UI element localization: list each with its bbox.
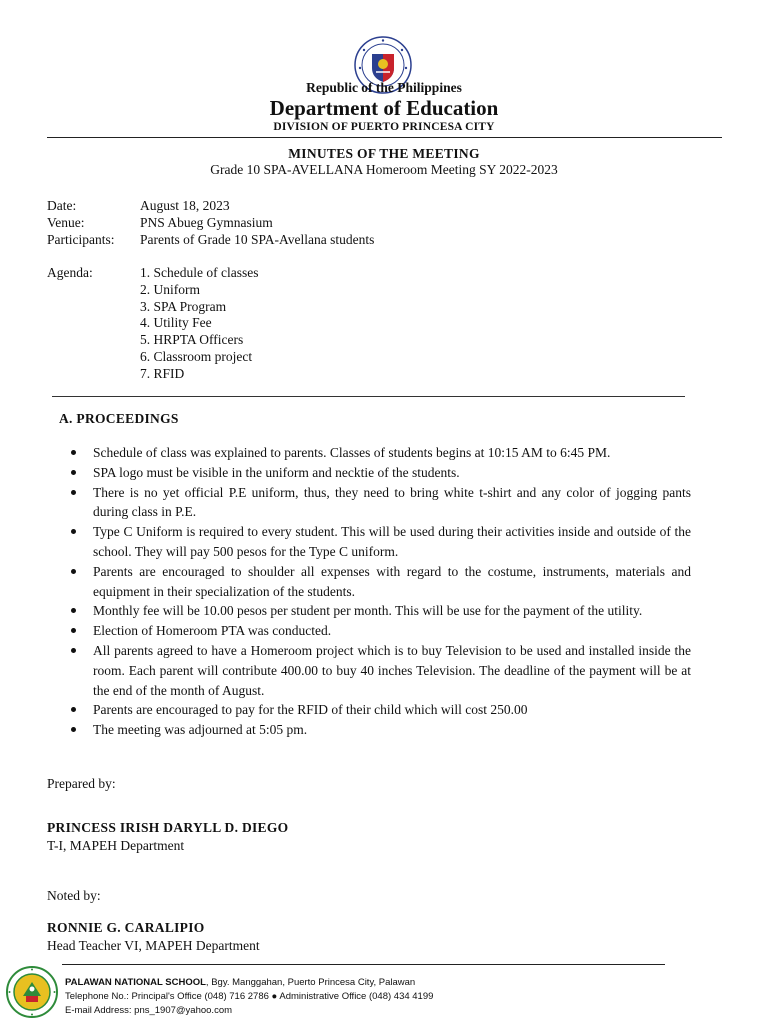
department-title: Department of Education	[269, 96, 499, 120]
footer-email: E-mail Address: pns_1907@yahoo.com	[65, 1005, 233, 1016]
division-line: DIVISION OF PUERTO PRINCESA CITY	[273, 121, 495, 133]
date-label: Date:	[47, 198, 77, 213]
agenda-divider	[52, 396, 685, 397]
agenda-item: 4. Utility Fee	[140, 315, 212, 331]
noted-by-name: RONNIE G. CARALIPIO	[47, 920, 205, 935]
proceedings-item: Parents are encouraged to pay for the RFID of their child which will cost 250.00	[70, 700, 691, 720]
footer-school-name: PALAWAN NATIONAL SCHOOL	[65, 977, 206, 988]
proceedings-item: Monthly fee will be 10.00 pesos per student per month. This will be use for the payment of the utility.	[70, 601, 691, 621]
venue-value: PNS Abueg Gymnasium	[140, 215, 273, 230]
venue-label: Venue:	[47, 215, 85, 230]
republic-line: Republic of the Philippines	[306, 80, 462, 95]
footer-telephone: Telephone No.: Principal's Office (048) 716 2786 ● Administrative Office (048) 434 4199	[65, 991, 434, 1002]
proceedings-item: The meeting was adjourned at 5:05 pm.	[70, 720, 691, 740]
agenda-item: 2. Uniform	[140, 281, 200, 297]
agenda-item: 3. SPA Program	[140, 298, 227, 314]
footer-divider	[62, 964, 665, 965]
proceedings-item: Type C Uniform is required to every student. This will be used during their activities inside and outside of the school. They will pay 500 pesos for the Type C uniform.	[70, 522, 691, 562]
noted-by-label: Noted by:	[47, 888, 101, 903]
proceedings-item: SPA logo must be visible in the uniform and necktie of the students.	[70, 463, 691, 483]
prepared-by-name: PRINCESS IRISH DARYLL D. DIEGO	[47, 820, 289, 835]
agenda-list	[140, 264, 258, 382]
agenda-item: 6. Classroom project	[140, 348, 253, 364]
proceedings-item: There is no yet official P.E uniform, thus, they need to bring white t-shirt and any color of jogging pants during class in P.E.	[70, 483, 691, 523]
proceedings-item: Schedule of class was explained to parents. Classes of students begins at 10:15 AM to 6:45 PM.	[70, 443, 691, 463]
prepared-by-title: T-I, MAPEH Department	[47, 838, 185, 853]
prepared-by-label: Prepared by:	[47, 776, 116, 791]
date-value: August 18, 2023	[140, 198, 230, 213]
agenda-item: 7. RFID	[140, 365, 185, 381]
school-seal-logo	[6, 966, 58, 1018]
proceedings-heading: A. PROCEEDINGS	[59, 411, 179, 426]
agenda-item: 1. Schedule of classes	[140, 265, 259, 280]
participants-label: Participants:	[47, 232, 115, 247]
proceedings-item: All parents agreed to have a Homeroom project which is to buy Television to be used and installed inside the room. Each parent will contribute 400.00 to buy 40 inches Television. The deadline of the payment will be at the end of the month of August.	[70, 641, 691, 700]
proceedings-item: Parents are encouraged to shoulder all expenses with regard to the costume, instruments, materials and equipment in their specialization of the students.	[70, 562, 691, 602]
agenda-label: Agenda:	[47, 265, 93, 280]
document-title: MINUTES OF THE MEETING	[288, 146, 480, 161]
footer-school-line	[65, 977, 415, 988]
header-divider	[47, 137, 722, 138]
proceedings-list	[70, 443, 691, 740]
footer-school-address: , Bgy. Manggahan, Puerto Princesa City, Palawan	[205, 977, 416, 988]
agenda-item: 5. HRPTA Officers	[140, 332, 244, 348]
participants-value: Parents of Grade 10 SPA-Avellana students	[140, 232, 375, 247]
document-subtitle: Grade 10 SPA-AVELLANA Homeroom Meeting SY 2022-2023	[210, 162, 558, 177]
noted-by-title: Head Teacher VI, MAPEH Department	[47, 938, 260, 953]
proceedings-item: Election of Homeroom PTA was conducted.	[70, 621, 691, 641]
